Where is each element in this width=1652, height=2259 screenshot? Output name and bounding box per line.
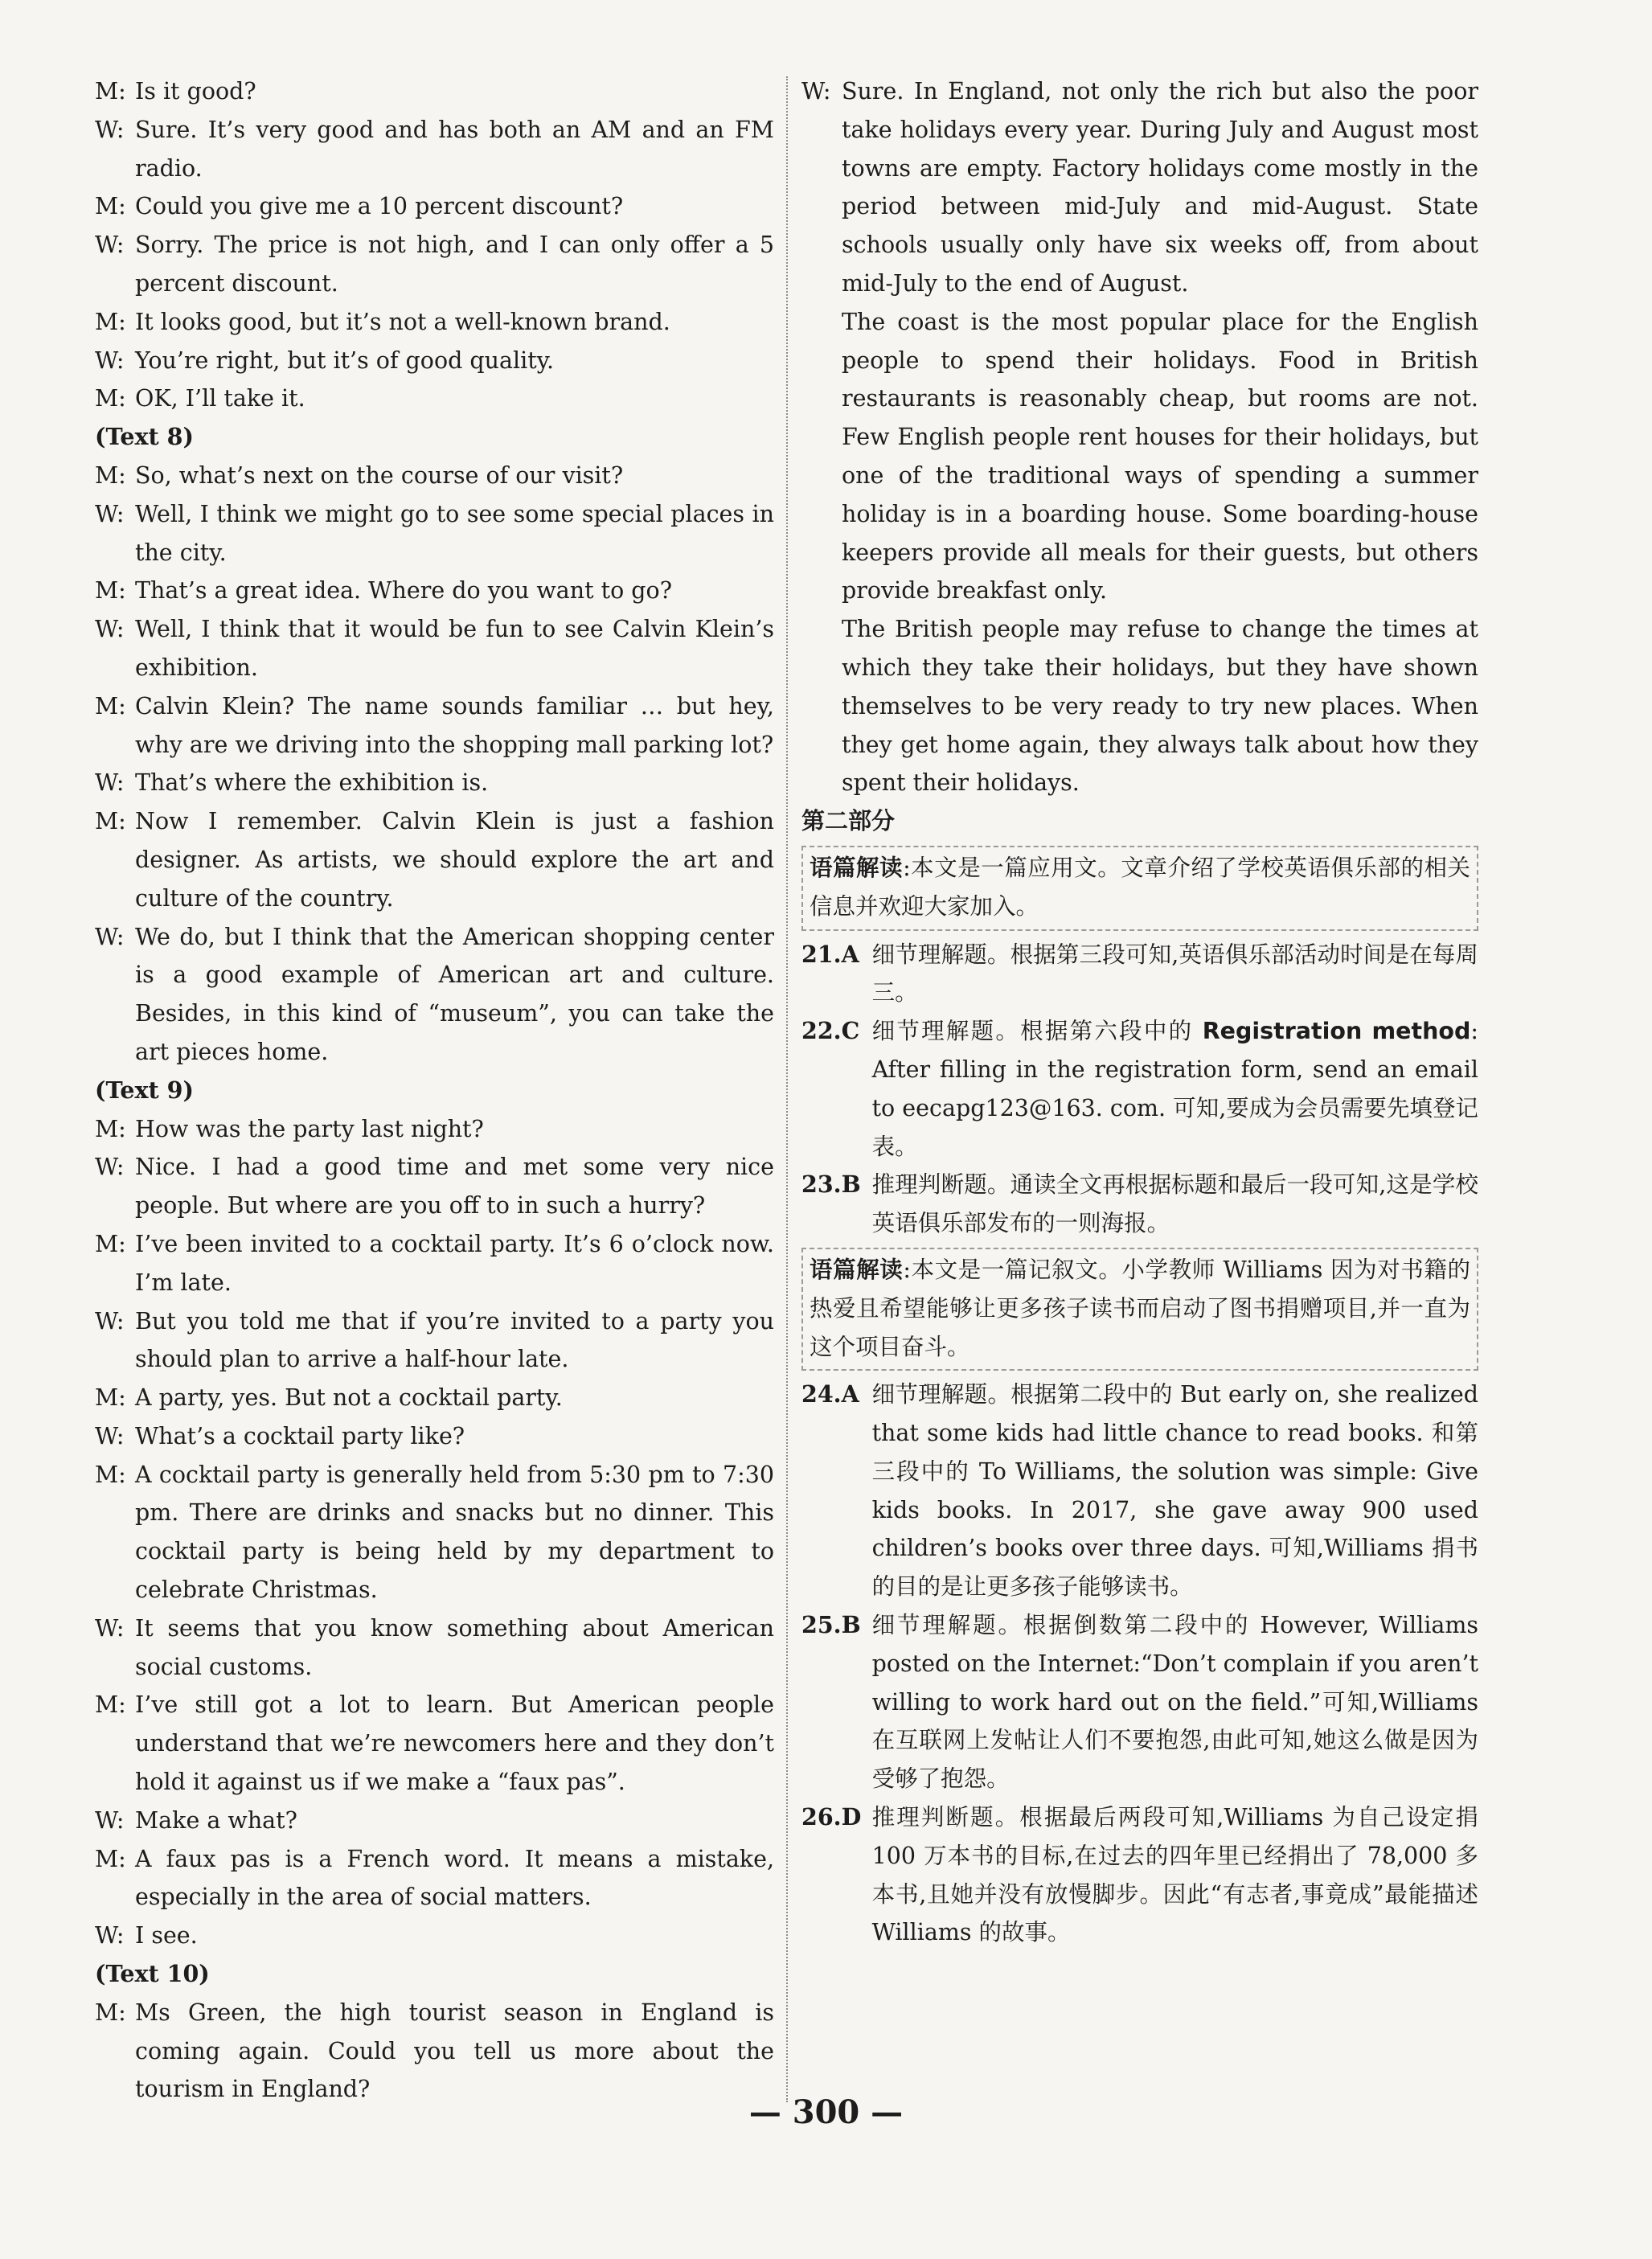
utterance: Could you give me a 10 percent discount?	[135, 193, 624, 220]
answer-item	[801, 1606, 1478, 1798]
text9-dialogue	[95, 1110, 774, 1956]
text8-dialogue	[95, 457, 774, 1072]
speaker: M:	[95, 1384, 126, 1412]
answer-item	[801, 1375, 1478, 1606]
dialogue-line	[95, 72, 774, 111]
explanation-text: 细节理解题。根据第三段可知,英语俱乐部活动时间是在每周三。	[871, 941, 1478, 1007]
answer-letter: A	[841, 1380, 859, 1408]
dialogue-line	[95, 1379, 774, 1417]
dialogue-line	[95, 1917, 774, 1955]
dialogue-line	[95, 495, 774, 572]
answer-letter: B	[841, 1611, 861, 1639]
explanation-text: : After filling in the registration form, send an email to eecapg123@163. com. 可知,要成为会员需要先填登记表。	[871, 1018, 1478, 1160]
dialogue-line	[95, 1994, 774, 2109]
speaker: W:	[95, 1614, 125, 1642]
dialogue-line	[95, 572, 774, 610]
dialogue-line	[95, 1802, 774, 1840]
dialogue-line	[95, 226, 774, 303]
utterance: Well, I think that it would be fun to see Calvin Klein’s exhibition.	[135, 616, 774, 681]
answer-list	[801, 936, 1478, 1243]
speaker: W:	[95, 1806, 125, 1834]
right-column	[801, 72, 1478, 1952]
speaker: M:	[95, 577, 126, 605]
speaker: M:	[95, 308, 126, 335]
utterance: I’ve been invited to a cocktail party. It’s 6 o’clock now. I’m late.	[135, 1230, 774, 1296]
dialogue-line	[95, 1456, 774, 1609]
utterance: Sorry. The price is not high, and I can only offer a 5 percent discount.	[135, 232, 774, 297]
dialogue-line	[95, 342, 774, 380]
answer-letter: B	[841, 1170, 861, 1199]
answer-letter: D	[841, 1803, 862, 1831]
page-number-footer: — 300 —	[748, 2093, 904, 2131]
question-number: 24.	[801, 1380, 842, 1408]
utterance: Calvin Klein? The name sounds familiar … but hey, why are we driving into the shopping mall parking lot?	[135, 692, 774, 758]
passage-paragraph: The British people may refuse to change the times at which they take their holidays, but they have shown themselves to be very ready to try new places. When they get home again, they always talk about how they spent their holidays.	[842, 616, 1478, 797]
dialogue-line	[95, 1609, 774, 1687]
answer-letter: C	[841, 1017, 860, 1045]
utterance: You’re right, but it’s of good quality.	[135, 346, 555, 374]
question-number: 22.	[801, 1017, 842, 1045]
utterance: Is it good?	[135, 78, 256, 105]
explanation-text: 细节理解题。根据第六段中的	[871, 1018, 1203, 1045]
speaker: M:	[95, 461, 126, 489]
question-number: 26.	[801, 1803, 842, 1831]
speaker: M:	[95, 1115, 126, 1142]
analysis-label: 语篇解读	[810, 854, 904, 881]
page-number: 300	[792, 2093, 860, 2131]
speaker: W:	[95, 1154, 125, 1181]
speaker: W:	[95, 1922, 125, 1949]
speaker: M:	[95, 1691, 126, 1719]
answer-explanation: 细节理解题。根据倒数第二段中的 However, Williams posted on the Internet:“Don’t complain if you aren’t willing to work hard out on the field.”可知,Williams 在互联网上发帖让人们不要抱怨,由此可知,她这么做是因为受够了抱怨。	[871, 1612, 1478, 1793]
speaker: W:	[95, 616, 125, 643]
speaker: M:	[95, 193, 126, 220]
utterance: A faux pas is a French word. It means a mistake, especially in the area of social matters.	[135, 1845, 774, 1911]
answer-explanation	[872, 1012, 1478, 1166]
speaker: M:	[95, 1230, 126, 1257]
speaker: M:	[95, 1461, 126, 1488]
answer-explanation	[872, 1166, 1478, 1243]
answer-explanation: 推理判断题。根据最后两段可知,Williams 为自己设定捐 100 万本书的目标,在过去的四年里已经捐出了 78,000 多本书,且她并没有放慢脚步。因此“有志者,事竟成”最能描述 Williams 的故事。	[871, 1804, 1478, 1946]
dialogue-line	[95, 111, 774, 188]
utterance: Nice. I had a good time and met some very nice people. But where are you off to in such a hurry?	[135, 1154, 774, 1220]
question-number: 23.	[801, 1170, 842, 1199]
answer-item	[801, 1798, 1478, 1952]
dialogue-line	[95, 379, 774, 418]
dialogue-line	[95, 1417, 774, 1456]
utterance: I’ve still got a lot to learn. But American people understand that we’re newcomers here and they don’t hold it against us if we make a “faux pas”.	[135, 1691, 774, 1796]
utterance: Make a what?	[135, 1806, 297, 1834]
question-number: 21.	[801, 940, 842, 968]
utterance: I see.	[135, 1922, 198, 1949]
utterance: Ms Green, the high tourist season in England is coming again. Could you tell us more about the tourism in England?	[135, 1999, 774, 2103]
speaker: W:	[95, 1307, 125, 1334]
utterance: A party, yes. But not a cocktail party.	[135, 1384, 563, 1412]
analysis-label: 语篇解读	[810, 1256, 904, 1283]
speaker: M:	[95, 78, 126, 105]
utterance: OK, I’ll take it.	[135, 385, 305, 412]
speaker: M:	[95, 385, 126, 412]
passage-analysis-box	[801, 846, 1478, 931]
question-number: 25.	[801, 1611, 842, 1639]
text9-heading: (Text 9)	[95, 1076, 194, 1104]
text10-heading: (Text 10)	[95, 1960, 210, 1988]
text7-dialogue	[95, 72, 774, 418]
utterance: How was the party last night?	[135, 1115, 484, 1142]
analysis-text: :本文是一篇应用文。文章介绍了学校英语俱乐部的相关信息并欢迎大家加入。	[810, 854, 1470, 920]
dialogue-line	[95, 764, 774, 802]
speaker: M:	[95, 808, 126, 835]
answer-list	[801, 1375, 1478, 1952]
dialogue-line	[95, 610, 774, 687]
speaker: W:	[95, 116, 125, 143]
dialogue-line	[95, 1686, 774, 1801]
utterance: Sure. In England, not only the rich but also the poor take holidays every year. During July and August most towns are empty. Factory holidays come mostly in the period between mid-July and mid-August. State schools usually only have six weeks off, from about mid-July to the end of August.	[842, 78, 1478, 297]
dialogue-line	[95, 687, 774, 765]
utterance: Sure. It’s very good and has both an AM and an FM radio.	[135, 116, 774, 182]
answer-item	[801, 936, 1478, 1013]
dialogue-line	[95, 187, 774, 226]
speaker: W:	[801, 78, 831, 105]
utterance: It seems that you know something about American social customs.	[135, 1614, 774, 1680]
speaker: W:	[95, 500, 125, 527]
utterance: Now I remember. Calvin Klein is just a fashion designer. As artists, we should explore the art and culture of the country.	[135, 808, 774, 912]
part2-title: 第二部分	[801, 807, 896, 835]
analysis-text: :本文是一篇记叙文。小学教师 Williams 因为对书籍的热爱且希望能够让更多孩子读书而启动了图书捐赠项目,并一直为这个项目奋斗。	[810, 1256, 1470, 1360]
answer-item	[801, 1166, 1478, 1243]
dialogue-line	[95, 1148, 774, 1225]
speaker: W:	[95, 346, 125, 374]
answer-item	[801, 1012, 1478, 1166]
dialogue-line	[95, 1225, 774, 1302]
dialogue-line	[95, 802, 774, 917]
dialogue-line	[95, 918, 774, 1072]
text8-heading: (Text 8)	[95, 423, 194, 451]
explanation-keyword: Registration method	[1202, 1018, 1471, 1045]
dialogue-line	[801, 72, 1478, 303]
utterance: What’s a cocktail party like?	[135, 1422, 465, 1449]
answer-letter: A	[841, 940, 859, 968]
speaker: M:	[95, 1845, 126, 1872]
speaker: M:	[95, 692, 126, 720]
utterance: Well, I think we might go to see some special places in the city.	[135, 500, 774, 566]
dialogue-line	[95, 1110, 774, 1149]
passage-paragraph: The coast is the most popular place for the English people to spend their holidays. Food in British restaurants is reasonably cheap, but rooms are not. Few English people rent houses for their holidays, but one of the traditional ways of spending a summer holiday is in a boarding house. Some boarding-house keepers provide all meals for their guests, but others provide breakfast only.	[842, 308, 1478, 605]
dialogue-line	[95, 457, 774, 495]
answer-explanation	[872, 936, 1478, 1013]
utterance: A cocktail party is generally held from 5:30 pm to 7:30 pm. There are drinks and snacks but no dinner. This cocktail party is being held by my department to celebrate Christmas.	[135, 1461, 774, 1604]
utterance: So, what’s next on the course of our visit?	[135, 461, 624, 489]
utterance: It looks good, but it’s not a well-known brand.	[135, 308, 670, 335]
column-divider	[786, 76, 788, 2102]
speaker: W:	[95, 769, 125, 797]
dialogue-line	[95, 303, 774, 342]
speaker: W:	[95, 923, 125, 950]
speaker: M:	[95, 1999, 126, 2026]
left-column	[95, 72, 774, 2109]
dialogue-line	[95, 1302, 774, 1380]
text10-dialogue	[95, 1994, 774, 2109]
speaker: W:	[95, 1422, 125, 1449]
speaker: W:	[95, 232, 125, 259]
dialogue-line	[95, 1840, 774, 1917]
passage-analysis-box	[801, 1248, 1478, 1371]
utterance: But you told me that if you’re invited to a party you should plan to arrive a half-hour late.	[135, 1307, 774, 1373]
answer-explanation: 细节理解题。根据第二段中的 But early on, she realized that some kids had little chance to read books. 和第三段中的 To Williams, the solution was simple: Give kids books. In 2017, she gave away 900 used children’s books over three days. 可知,Williams 捐书的目的是让更多孩子能够读书。	[871, 1381, 1478, 1601]
utterance: We do, but I think that the American shopping center is a good example of American art and culture. Besides, in this kind of “museum”, you can take the art pieces home.	[135, 923, 774, 1065]
utterance: That’s a great idea. Where do you want to go?	[135, 577, 672, 605]
utterance: That’s where the exhibition is.	[135, 769, 489, 797]
explanation-text: 推理判断题。通读全文再根据标题和最后一段可知,这是学校英语俱乐部发布的一则海报。	[871, 1171, 1478, 1237]
